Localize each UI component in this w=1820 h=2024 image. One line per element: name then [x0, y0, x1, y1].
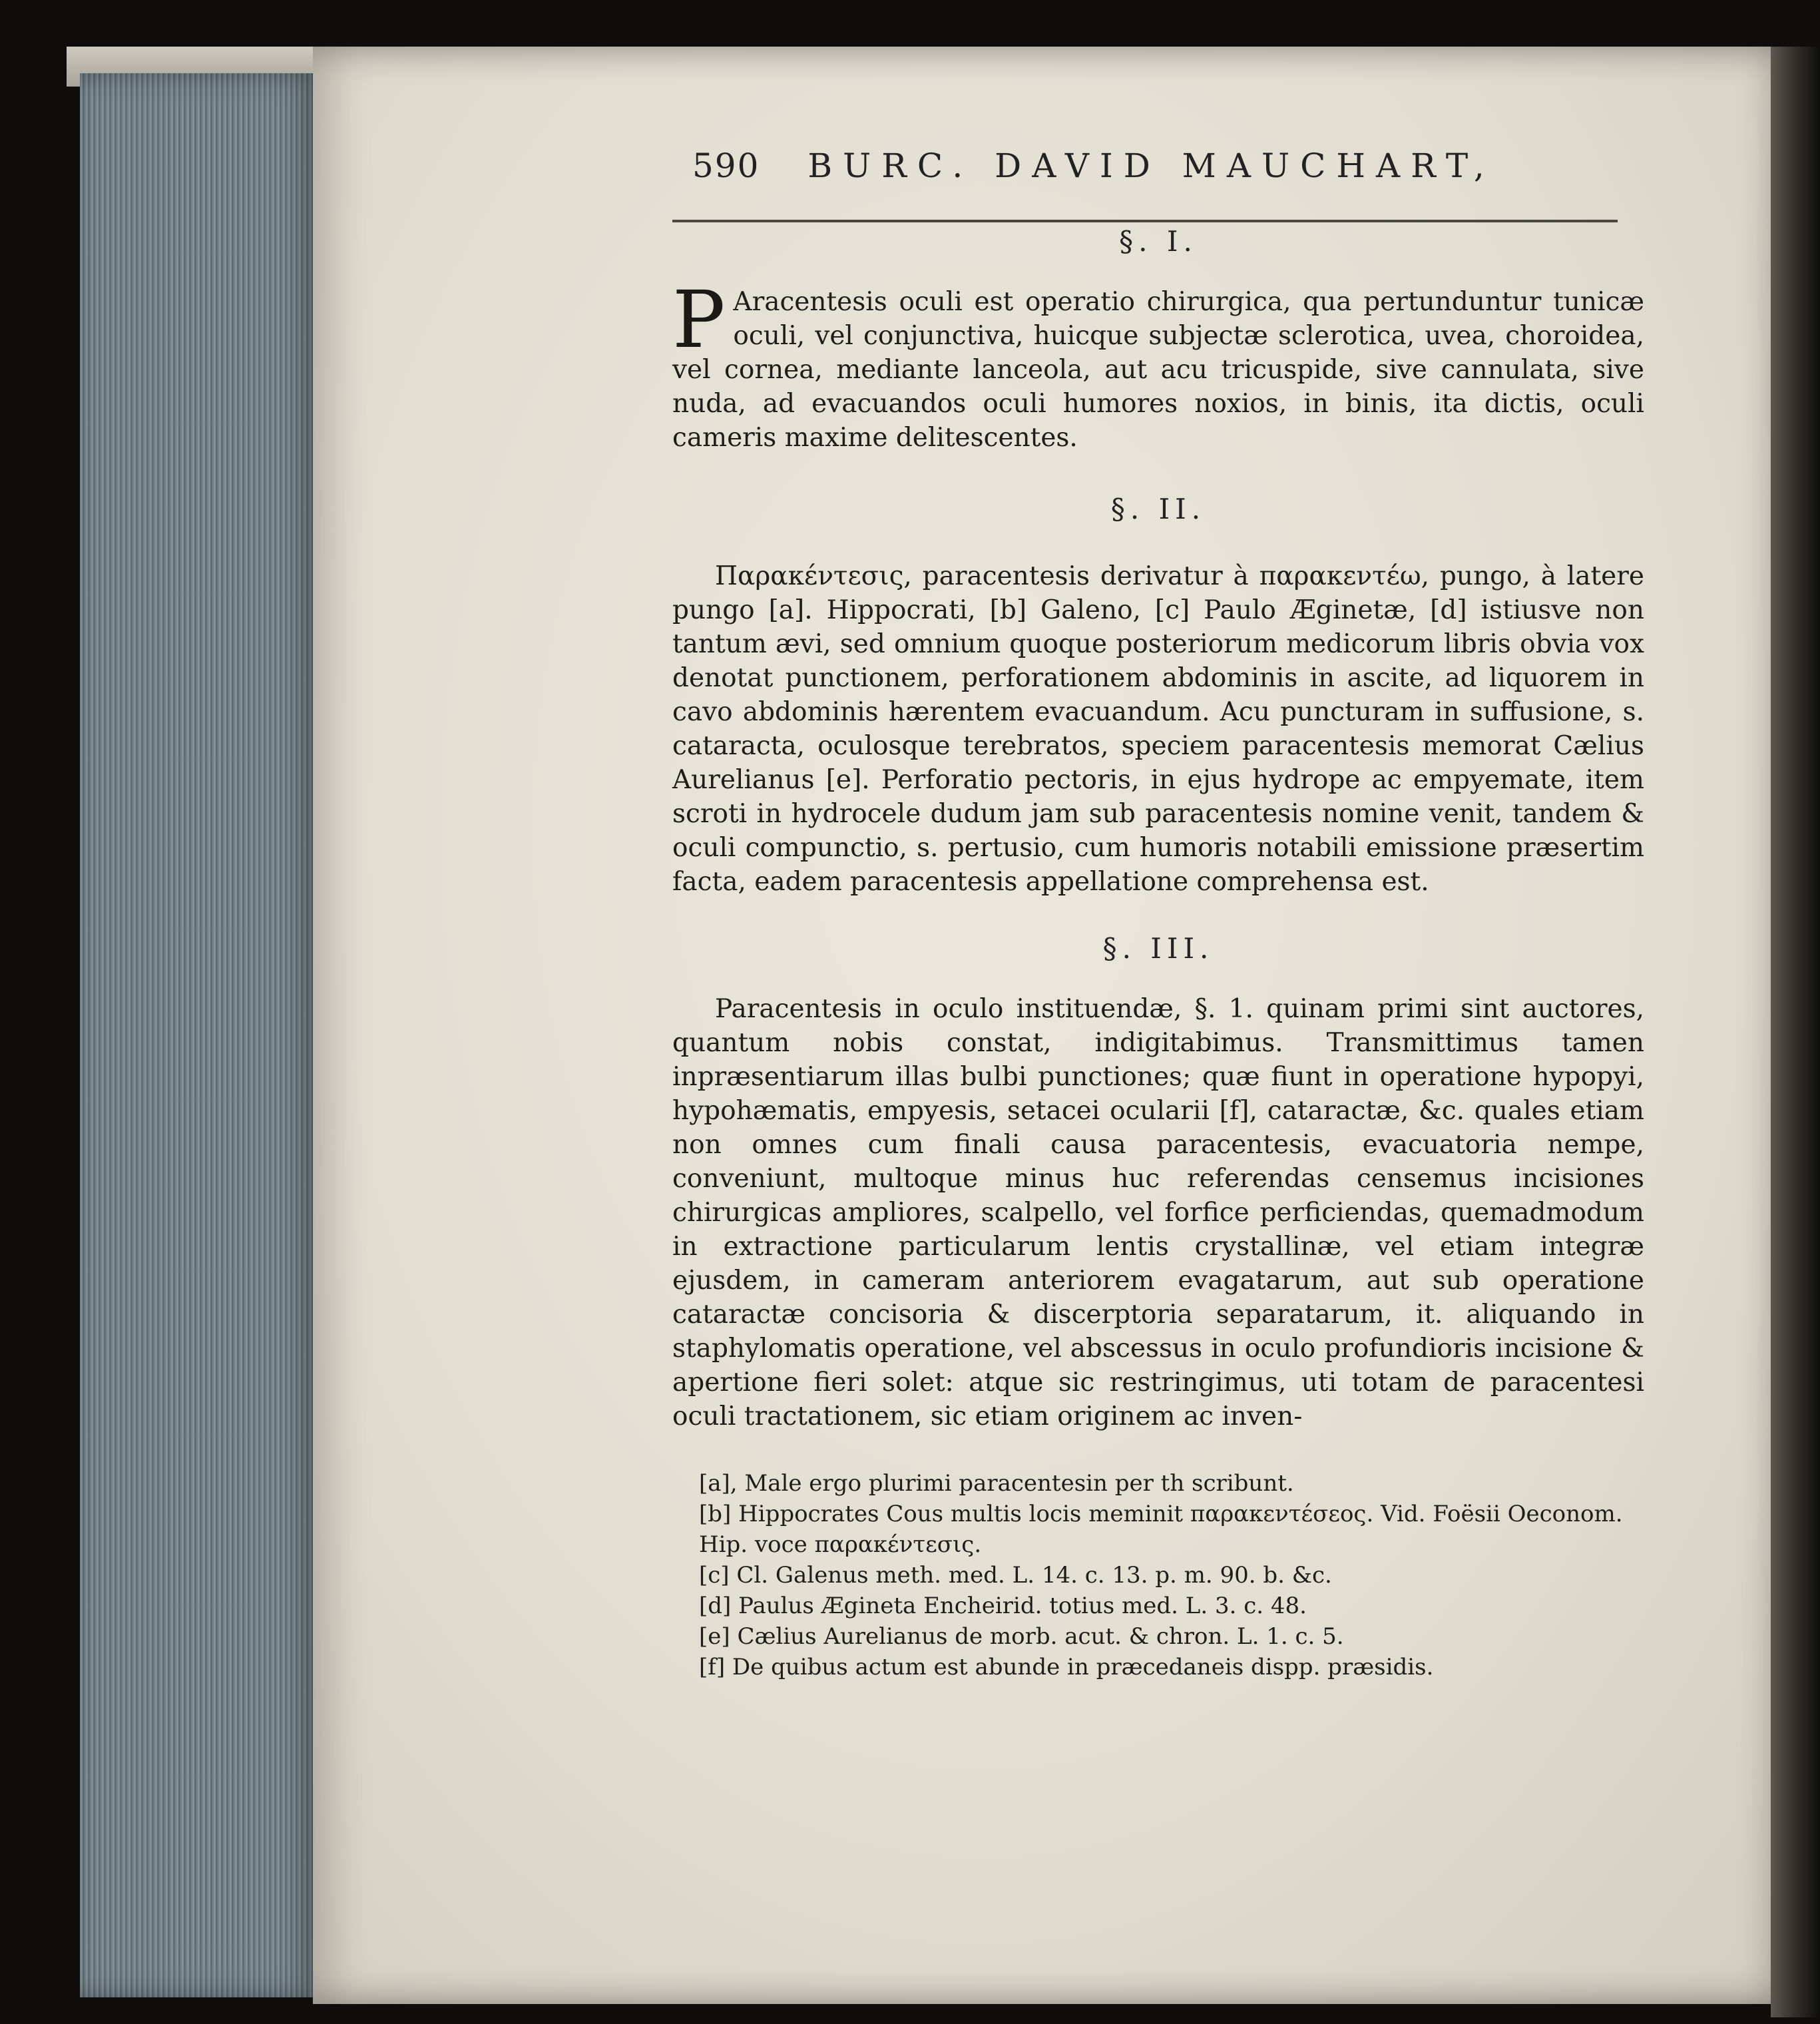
- book-gutter: [1771, 47, 1820, 2017]
- section-body-1: [672, 274, 1644, 455]
- running-header: [692, 146, 1624, 186]
- footnote-d: [d] Paulus Ægineta Encheirid. totius med. L. 3. c. 48.: [699, 1593, 1307, 1619]
- section-text-3: Paracentesis in oculo instituendæ, §. 1. quinam primi sint auctores, quantum nobis constat, indigitabimus. Transmittimus tamen inpræsentiarum illas bulbi punctiones; quæ fiunt in operatione hypopyi, hypohæmatis, empyesis, setacei ocularii [f], cataractæ, &c. quales etiam non omnes cum finali causa paracentesis, evacuatoria nempe, conveniunt, multoque minus huc referendas censemus incisiones chirurgicas ampliores, scalpello, vel forfice perficiendas, quemadmodum in extractione particularum lentis crystallinæ, vel etiam integræ ejusdem, in cameram anteriorem evagatarum, aut sub operatione cataractæ concisoria & discerptoria separatarum, it. aliquando in staphylomatis operatione, vel abscessus in oculo profundioris incisione & apertione fieri solet: atque sic restringimus, uti totam de paracentesi oculi tractationem, sic etiam originem ac inven-: [672, 994, 1644, 1431]
- footnote-b: [b] Hippocrates Cous multis locis meminit παρακεντέσεος. Vid. Foësii Oeconom. Hip. voce παρακέντεσις.: [699, 1501, 1623, 1558]
- page-number: 590: [692, 146, 760, 185]
- footnote-f: [f] De quibus actum est abunde in præcedaneis dispp. præsidis.: [699, 1654, 1434, 1680]
- footnotes: [672, 1468, 1644, 1682]
- section-text-1: Aracentesis oculi est operatio chirurgica, qua pertunduntur tunicæ oculi, vel conjunctiva, huicque subjectæ sclerotica, uvea, choroidea, vel cornea, mediante lanceola, aut acu tricuspide, sive cannulata, sive nuda, ad evacuandos oculi humores noxios, in binis, ita dictis, oculi cameris maxime delitescentes.: [672, 287, 1644, 453]
- section-body-2: [672, 559, 1644, 899]
- header-rule: [672, 220, 1618, 222]
- footnote-e: [e] Cælius Aurelianus de morb. acut. & chron. L. 1. c. 5.: [699, 1623, 1344, 1650]
- footnote-a: [a], Male ergo plurimi paracentesin per th scribunt.: [699, 1470, 1294, 1497]
- section-text-2: Παρακέντεσις, paracentesis derivatur à παρακεντέω, pungo, à latere pungo [a]. Hippocrati, [b] Galeno, [c] Paulo Æginetæ, [d] istiusve non tantum ævi, sed omnium quoque posteriorum medicorum libris obvia vox denotat punctionem, perforationem abdominis in ascite, ad liquorem in cavo abdominis hærentem evacuandum. Acu puncturam in suffusione, s. cataracta, oculosque terebratos, speciem paracentesis memorat Cælius Aurelianus [e]. Perforatio pectoris, in ejus hydrope ac empyemate, item scroti in hydrocele dudum jam sub paracentesis nomine venit, tandem & oculi compunctio, s. pertusio, cum humoris notabili emissione præsertim facta, eadem paracentesis appellatione comprehensa est.: [672, 561, 1644, 897]
- footnote-c: [c] Cl. Galenus meth. med. L. 14. c. 13. p. m. 90. b. &c.: [699, 1562, 1332, 1589]
- running-title: BURC. DAVID MAUCHART,: [807, 146, 1495, 185]
- section-heading-1: §. I.: [1119, 225, 1198, 258]
- section-heading-2: §. II.: [1110, 493, 1206, 525]
- book-page-edges: [80, 73, 320, 1997]
- section-heading-3: §. III.: [1102, 932, 1214, 965]
- section-body-3: [672, 992, 1644, 1433]
- dropcap: P: [672, 274, 726, 366]
